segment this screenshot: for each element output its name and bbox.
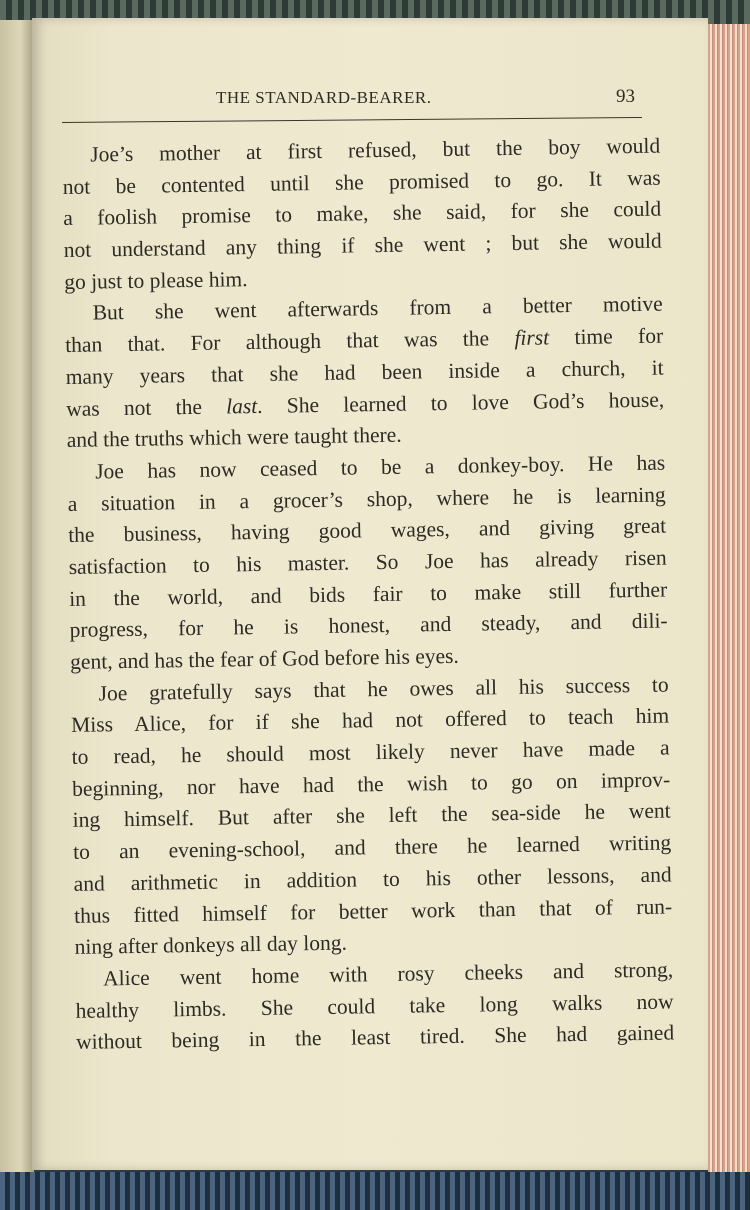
text-line: beginning, nor have had the wish to go on improv- — [72, 767, 671, 801]
book-cover-bottom — [0, 1172, 750, 1210]
text-line: healthy limbs. She could take long walks now — [75, 989, 674, 1023]
page-edges — [708, 24, 750, 1174]
page-number: 93 — [616, 86, 635, 107]
text-line: not be contented until she promised to go. It was — [62, 165, 661, 199]
text-line: ing himself. But after she left the sea-side he went — [72, 798, 671, 833]
text-line: progress, for he is honest, and steady, and dili- — [69, 608, 668, 643]
text-line: go just to please him. — [64, 266, 248, 294]
text-line: Alice went home with rosy cheeks and strong, — [102, 957, 674, 991]
text-line: than that. For although that was the first time for — [65, 323, 664, 358]
text-line: thus fitted himself for better work than that of run- — [73, 894, 673, 928]
text-line: Joe’s mother at first refused, but the boy would — [90, 133, 661, 167]
text-line: Joe has now ceased to be a donkey-boy. He has — [95, 450, 666, 484]
text-line: Miss Alice, for if she had not offered to teach him — [71, 703, 670, 738]
text-line: to an evening-school, and there he learned writing — [72, 830, 672, 865]
emphasis: last — [225, 393, 258, 418]
text-line: without being in the least tired. She had gained — [75, 1020, 675, 1055]
text-line: many years that she had been inside a church, it — [65, 355, 664, 389]
emphasis: first — [514, 325, 550, 351]
text-line: gent, and has the fear of God before his eyes. — [70, 643, 459, 674]
body-text — [62, 131, 674, 1059]
text-line: to read, he should most likely never have made a — [71, 735, 670, 769]
text-line: was not the last. She learned to love God’s house, — [66, 387, 665, 421]
facing-page-edge — [0, 20, 34, 1172]
text-line: in the world, and bids fair to make still further — [69, 577, 668, 611]
text-line: not understand any thing if she went ; but she would — [63, 228, 662, 263]
text-line: and arithmetic in addition to his other lessons, and — [73, 862, 672, 896]
text-line: Joe gratefully says that he owes all his success to — [98, 672, 669, 706]
text-line: a situation in a grocer’s shop, where he is learning — [67, 482, 666, 516]
text-line: a foolish promise to make, she said, for she could — [63, 196, 662, 231]
text-line: ning after donkeys all day long. — [74, 930, 348, 960]
text-line: the business, having good wages, and giving great — [68, 513, 667, 548]
running-head: THE STANDARD-BEARER. — [216, 88, 432, 107]
text-line: But she went afterwards from a better motive — [92, 292, 663, 325]
text-line: satisfaction to his master. So Joe has already risen — [68, 545, 667, 579]
text-line: and the truths which were taught there. — [66, 422, 402, 453]
